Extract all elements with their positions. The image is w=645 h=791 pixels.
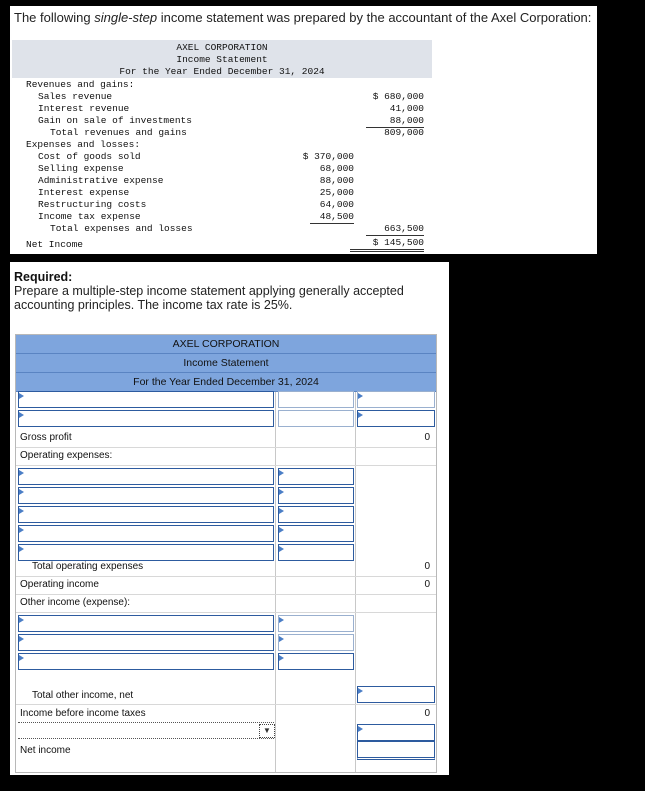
revenue-amount: 88,000 [366, 115, 424, 128]
total-revenues-amount: 809,000 [384, 127, 424, 138]
revenue-label: Gain on sale of investments [38, 115, 192, 126]
expenses-header: Expenses and losses: [26, 139, 141, 150]
account-select[interactable] [18, 544, 274, 561]
revenues-header: Revenues and gains: [26, 79, 135, 90]
answer-panel [10, 262, 449, 775]
gross-profit-value: 0 [424, 432, 430, 443]
net-income-label: Net income [20, 745, 71, 756]
amount-input[interactable] [278, 653, 354, 670]
expense-label: Selling expense [38, 163, 124, 174]
amount-input[interactable] [278, 410, 354, 427]
total-revenues-label: Total revenues and gains [50, 127, 187, 138]
revenue-label: Sales revenue [38, 91, 113, 102]
account-select[interactable] [18, 525, 274, 542]
column-divider [275, 392, 276, 772]
income-before-tax-value: 0 [424, 708, 430, 719]
account-select[interactable] [18, 487, 274, 504]
total-operating-label: Total operating expenses [32, 561, 144, 572]
chevron-down-icon[interactable]: ▼ [259, 724, 275, 738]
amount-input[interactable] [278, 634, 354, 651]
expense-label: Cost of goods sold [38, 151, 141, 162]
dotted-divider [18, 738, 274, 739]
operating-income-value: 0 [424, 579, 430, 590]
row-divider [16, 576, 436, 577]
row-divider [16, 594, 436, 595]
given-company: AXEL CORPORATION [176, 42, 268, 53]
total-expenses-label: Total expenses and losses [50, 223, 193, 234]
expense-label: Interest expense [38, 187, 130, 198]
account-select[interactable] [18, 615, 274, 632]
form-period: For the Year Ended December 31, 2024 [16, 373, 436, 392]
amount-input[interactable] [278, 724, 354, 741]
account-select[interactable] [18, 391, 274, 408]
net-income-input[interactable] [357, 741, 435, 760]
amount-input[interactable] [278, 487, 354, 504]
row-divider [16, 704, 436, 705]
amount-input[interactable] [357, 724, 435, 741]
income-statement-form [15, 334, 437, 773]
operating-income-label: Operating income [20, 579, 99, 590]
amount-input[interactable] [357, 391, 435, 408]
amount-input[interactable] [278, 468, 354, 485]
other-income-label: Other income (expense): [20, 597, 131, 608]
required-text: Prepare a multiple-step income statement applying generally accepted accounting principles. The income tax rate is 25%. [14, 284, 404, 312]
account-select[interactable] [18, 634, 274, 651]
gross-profit-label: Gross profit [20, 432, 72, 443]
account-select[interactable] [18, 468, 274, 485]
expense-label: Income tax expense [38, 211, 141, 222]
revenue-amount: 41,000 [389, 103, 424, 114]
form-company: AXEL CORPORATION [16, 335, 436, 354]
net-income-label: Net Income [26, 239, 84, 250]
expense-amount: $ 370,000 [302, 151, 354, 162]
expense-label: Administrative expense [38, 175, 164, 186]
amount-input[interactable] [278, 506, 354, 523]
amount-input[interactable] [357, 686, 435, 703]
given-period: For the Year Ended December 31, 2024 [119, 66, 325, 77]
expense-label: Restructuring costs [38, 199, 147, 210]
expense-amount: 68,000 [319, 163, 354, 174]
amount-input[interactable] [278, 525, 354, 542]
expense-amount: 88,000 [319, 175, 354, 186]
amount-input[interactable] [357, 410, 435, 427]
dotted-divider [18, 722, 274, 723]
amount-input[interactable] [278, 615, 354, 632]
total-operating-value: 0 [424, 561, 430, 572]
required-title: Required: [14, 270, 73, 284]
operating-expenses-label: Operating expenses: [20, 450, 113, 461]
intro-text: The following single-step income statement was prepared by the accountant of the Axel Corporation: [14, 10, 592, 25]
expense-amount: 25,000 [319, 187, 354, 198]
column-divider [355, 392, 356, 772]
expense-amount: 48,500 [310, 211, 354, 224]
row-divider [16, 465, 436, 466]
income-before-tax-label: Income before income taxes [20, 708, 146, 719]
row-divider [16, 447, 436, 448]
given-statement-title: Income Statement [176, 54, 268, 65]
form-statement-title: Income Statement [16, 354, 436, 373]
amount-input[interactable] [278, 544, 354, 561]
account-select[interactable] [18, 653, 274, 670]
account-select[interactable] [18, 506, 274, 523]
given-statement-panel [10, 6, 597, 254]
row-divider [16, 612, 436, 613]
account-select[interactable] [18, 410, 274, 427]
net-income-amount: $ 145,500 [350, 237, 424, 252]
expense-amount: 64,000 [319, 199, 354, 210]
revenue-label: Interest revenue [38, 103, 130, 114]
total-expenses-amount: 663,500 [366, 223, 424, 236]
total-other-label: Total other income, net [32, 690, 134, 701]
revenue-amount: $ 680,000 [372, 91, 424, 102]
amount-input[interactable] [278, 391, 354, 408]
